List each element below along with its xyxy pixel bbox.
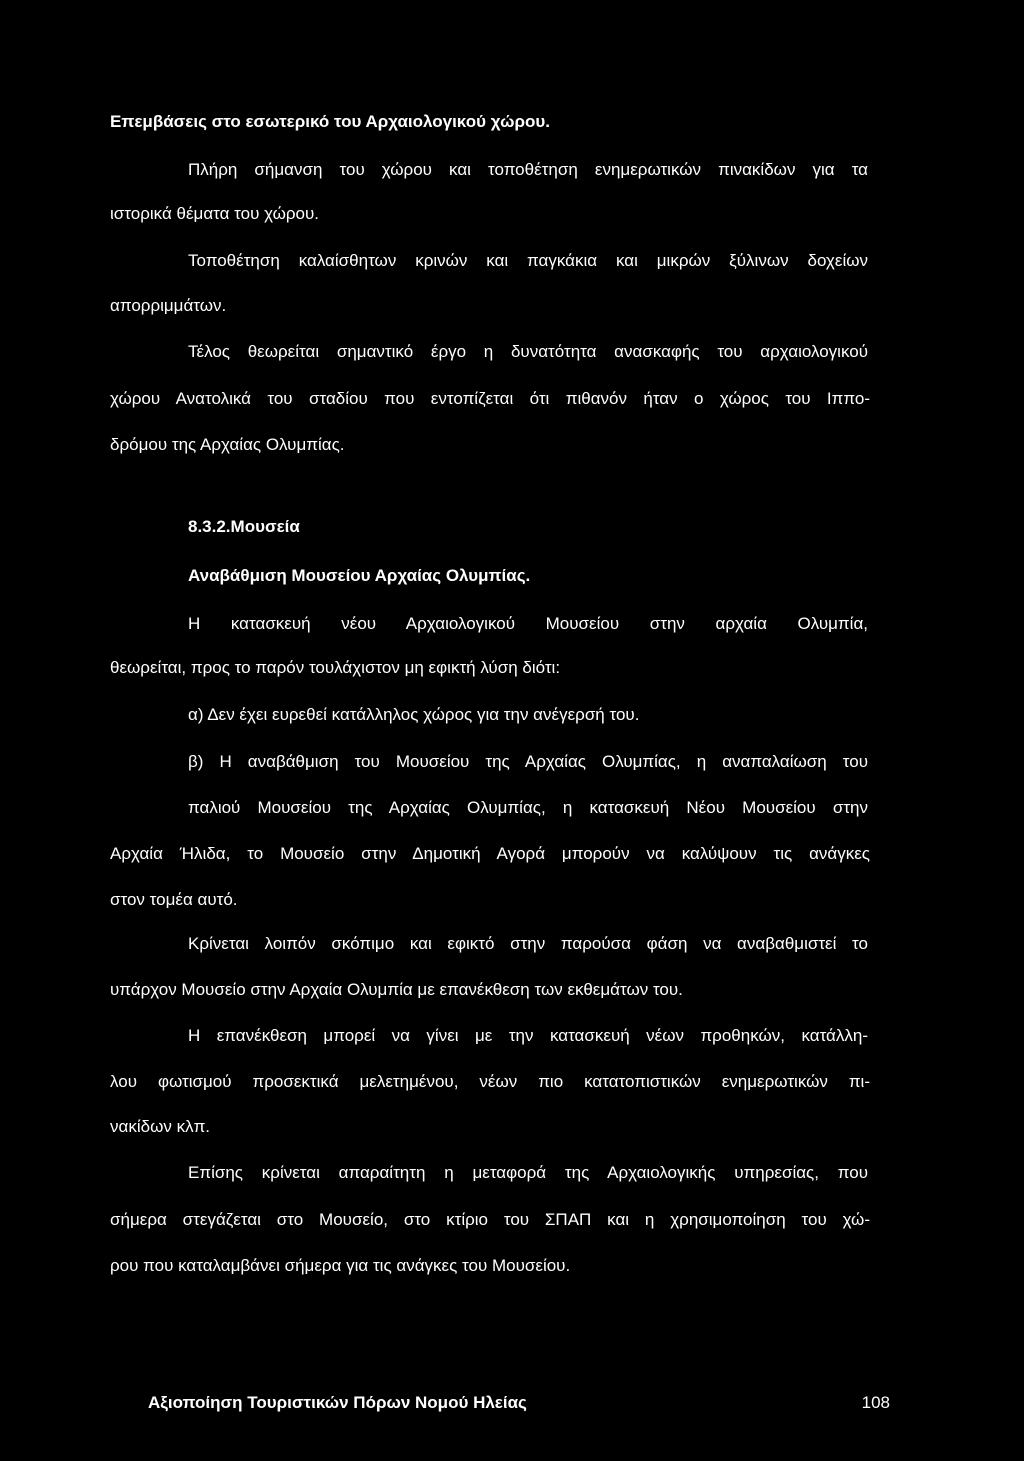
- section-number-title: 8.3.2.Μουσεία: [188, 517, 300, 536]
- paragraph-line: σήμερα στεγάζεται στο Μουσείο, στο κτίριο του ΣΠΑΠ και η χρησιμοποίηση του χώ-: [110, 1210, 870, 1229]
- paragraph-line: απορριμμάτων.: [110, 296, 227, 315]
- paragraph-line: δρόμου της Αρχαίας Ολυμπίας.: [110, 435, 345, 454]
- paragraph-line: ρου που καταλαμβάνει σήμερα για τις ανάγκες του Μουσείου.: [110, 1256, 571, 1275]
- paragraph-line: νακίδων κλπ.: [110, 1117, 211, 1136]
- subsection-heading: Αναβάθμιση Μουσείου Αρχαίας Ολυμπίας.: [188, 566, 531, 585]
- section-heading-interventions: Επεμβάσεις στο εσωτερικό του Αρχαιολογικού χώρου.: [110, 112, 551, 131]
- paragraph-line: ιστορικά θέματα του χώρου.: [110, 204, 320, 223]
- list-item-b-line: β) Η αναβάθμιση του Μουσείου της Αρχαίας Ολυμπίας, η αναπαλαίωση του: [188, 752, 868, 771]
- page-footer: [110, 1393, 890, 1417]
- paragraph-line: Επίσης κρίνεται απαραίτητη η μεταφορά της Αρχαιολογικής υπηρεσίας, που: [188, 1163, 868, 1182]
- paragraph-line: λου φωτισμού προσεκτικά μελετημένου, νέων πιο κατατοπιστικών ενημερωτικών πι-: [110, 1072, 870, 1091]
- paragraph-line: Η κατασκευή νέου Αρχαιολογικού Μουσείου στην αρχαία Ολυμπία,: [188, 614, 868, 633]
- paragraph-line: Η επανέκθεση μπορεί να γίνει με την κατασκευή νέων προθηκών, κατάλλη-: [188, 1026, 868, 1045]
- list-item-b-line: παλιού Μουσείου της Αρχαίας Ολυμπίας, η κατασκευή Νέου Μουσείου στην: [188, 798, 868, 817]
- paragraph-line: χώρου Ανατολικά του σταδίου που εντοπίζεται ότι πιθανόν ήταν ο χώρος του Ιππο-: [110, 389, 870, 408]
- list-item-b-line: στον τομέα αυτό.: [110, 890, 238, 909]
- list-item-b-line: Αρχαία Ήλιδα, το Μουσείο στην Δημοτική Αγορά μπορούν να καλύψουν τις ανάγκες: [110, 844, 870, 863]
- page-number: 108: [861, 1393, 890, 1412]
- paragraph-line: Τοποθέτηση καλαίσθητων κρινών και παγκάκια και μικρών ξύλινων δοχείων: [188, 251, 868, 270]
- list-item-a: α) Δεν έχει ευρεθεί κατάλληλος χώρος για την ανέγερσή του.: [188, 705, 640, 724]
- paragraph-line: Πλήρη σήμανση του χώρου και τοποθέτηση ενημερωτικών πινακίδων για τα: [188, 160, 868, 179]
- paragraph-line: Τέλος θεωρείται σημαντικό έργο η δυνατότητα ανασκαφής του αρχαιολογικού: [188, 342, 868, 361]
- paragraph-line: Κρίνεται λοιπόν σκόπιμο και εφικτό στην παρούσα φάση να αναβαθμιστεί το: [188, 934, 868, 953]
- paragraph-line: υπάρχον Μουσείο στην Αρχαία Ολυμπία με επανέκθεση των εκθεμάτων του.: [110, 980, 683, 999]
- paragraph-line: θεωρείται, προς το παρόν τουλάχιστον μη εφικτή λύση διότι:: [110, 658, 561, 677]
- footer-title: Αξιοποίηση Τουριστικών Πόρων Νομού Ηλείας: [148, 1393, 527, 1412]
